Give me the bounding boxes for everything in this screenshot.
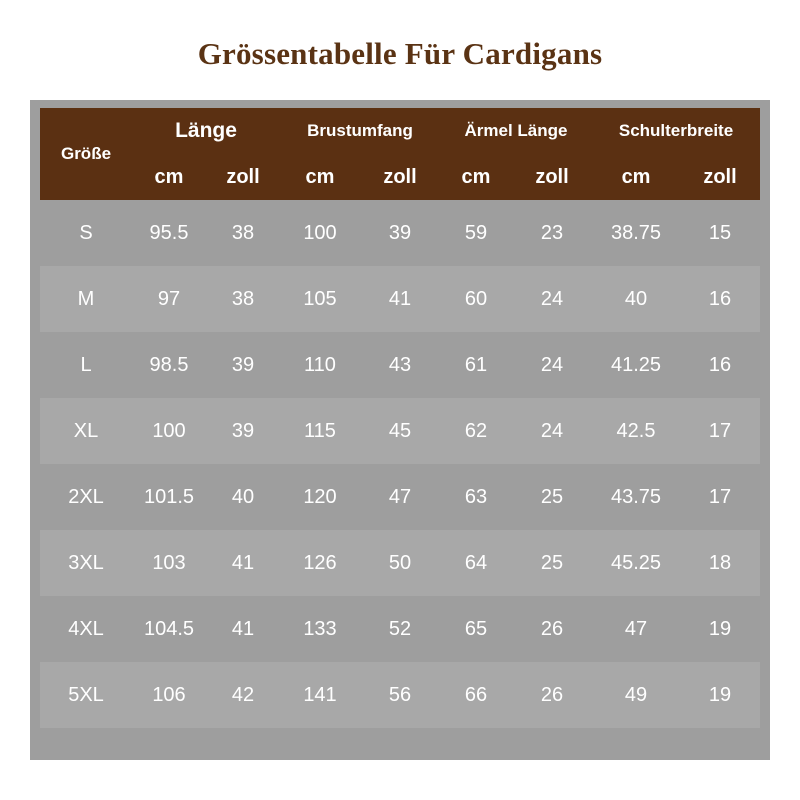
- cell-value: 100: [280, 200, 360, 266]
- cell-value: 41: [360, 266, 440, 332]
- cell-value: 98.5: [132, 332, 206, 398]
- cell-value: 120: [280, 464, 360, 530]
- cell-value: 17: [680, 464, 760, 530]
- header-unit-schulterbreite-cm: cm: [592, 154, 680, 200]
- header-size: Größe: [40, 108, 132, 200]
- header-unit-aermellaenge-zoll: zoll: [512, 154, 592, 200]
- cell-size: 4XL: [40, 596, 132, 662]
- table-row: [40, 596, 760, 662]
- cell-value: 19: [680, 662, 760, 728]
- cell-value: 126: [280, 530, 360, 596]
- header-group-brustumfang: Brustumfang: [280, 108, 440, 154]
- table-row: [40, 266, 760, 332]
- cell-value: 65: [440, 596, 512, 662]
- cell-value: 56: [360, 662, 440, 728]
- cell-value: 141: [280, 662, 360, 728]
- cell-value: 26: [512, 662, 592, 728]
- table-row: [40, 398, 760, 464]
- header-unit-laenge-cm: cm: [132, 154, 206, 200]
- cell-value: 101.5: [132, 464, 206, 530]
- cell-value: 43.75: [592, 464, 680, 530]
- header-group-schulterbreite: Schulterbreite: [592, 108, 760, 154]
- table-header-unit-row: [40, 154, 760, 200]
- table-row: [40, 332, 760, 398]
- cell-value: 38: [206, 200, 280, 266]
- cell-value: 95.5: [132, 200, 206, 266]
- cell-value: 62: [440, 398, 512, 464]
- cell-value: 42.5: [592, 398, 680, 464]
- cell-value: 66: [440, 662, 512, 728]
- cell-value: 60: [440, 266, 512, 332]
- table-row: [40, 530, 760, 596]
- cell-value: 25: [512, 464, 592, 530]
- cell-value: 104.5: [132, 596, 206, 662]
- cell-value: 39: [206, 332, 280, 398]
- cell-value: 17: [680, 398, 760, 464]
- cell-value: 41.25: [592, 332, 680, 398]
- cell-value: 103: [132, 530, 206, 596]
- cell-value: 45.25: [592, 530, 680, 596]
- cell-size: 2XL: [40, 464, 132, 530]
- size-table-container: [30, 100, 770, 760]
- cell-value: 40: [592, 266, 680, 332]
- cell-value: 19: [680, 596, 760, 662]
- cell-value: 39: [360, 200, 440, 266]
- cell-value: 18: [680, 530, 760, 596]
- cell-value: 41: [206, 596, 280, 662]
- cell-value: 63: [440, 464, 512, 530]
- page-title: Grössentabelle Für Cardigans: [197, 36, 603, 71]
- cell-value: 64: [440, 530, 512, 596]
- table-row: [40, 662, 760, 728]
- cell-value: 59: [440, 200, 512, 266]
- cell-value: 106: [132, 662, 206, 728]
- cell-value: 16: [680, 266, 760, 332]
- cell-value: 24: [512, 398, 592, 464]
- table-row: [40, 200, 760, 266]
- cell-value: 61: [440, 332, 512, 398]
- cell-value: 50: [360, 530, 440, 596]
- table-head: [40, 108, 760, 200]
- cell-size: XL: [40, 398, 132, 464]
- cell-value: 25: [512, 530, 592, 596]
- size-table: [40, 108, 760, 728]
- cell-value: 24: [512, 266, 592, 332]
- cell-value: 133: [280, 596, 360, 662]
- cell-value: 26: [512, 596, 592, 662]
- cell-value: 41: [206, 530, 280, 596]
- cell-size: S: [40, 200, 132, 266]
- cell-value: 52: [360, 596, 440, 662]
- cell-size: M: [40, 266, 132, 332]
- table-header-group-row: [40, 108, 760, 154]
- cell-size: L: [40, 332, 132, 398]
- cell-value: 49: [592, 662, 680, 728]
- cell-value: 110: [280, 332, 360, 398]
- cell-value: 40: [206, 464, 280, 530]
- cell-value: 38.75: [592, 200, 680, 266]
- cell-value: 23: [512, 200, 592, 266]
- header-unit-laenge-zoll: zoll: [206, 154, 280, 200]
- cell-value: 39: [206, 398, 280, 464]
- table-row: [40, 464, 760, 530]
- cell-value: 115: [280, 398, 360, 464]
- cell-value: 97: [132, 266, 206, 332]
- header-unit-aermellaenge-cm: cm: [440, 154, 512, 200]
- table-body: [40, 200, 760, 728]
- cell-value: 47: [360, 464, 440, 530]
- cell-value: 24: [512, 332, 592, 398]
- cell-value: 43: [360, 332, 440, 398]
- cell-value: 47: [592, 596, 680, 662]
- header-group-laenge: Länge: [132, 108, 280, 154]
- cell-value: 16: [680, 332, 760, 398]
- cell-value: 105: [280, 266, 360, 332]
- header-unit-brustumfang-cm: cm: [280, 154, 360, 200]
- header-unit-schulterbreite-zoll: zoll: [680, 154, 760, 200]
- header-unit-brustumfang-zoll: zoll: [360, 154, 440, 200]
- cell-value: 42: [206, 662, 280, 728]
- header-group-aermellaenge: Ärmel Länge: [440, 108, 592, 154]
- cell-size: 5XL: [40, 662, 132, 728]
- cell-value: 45: [360, 398, 440, 464]
- cell-value: 15: [680, 200, 760, 266]
- cell-value: 38: [206, 266, 280, 332]
- cell-value: 100: [132, 398, 206, 464]
- cell-size: 3XL: [40, 530, 132, 596]
